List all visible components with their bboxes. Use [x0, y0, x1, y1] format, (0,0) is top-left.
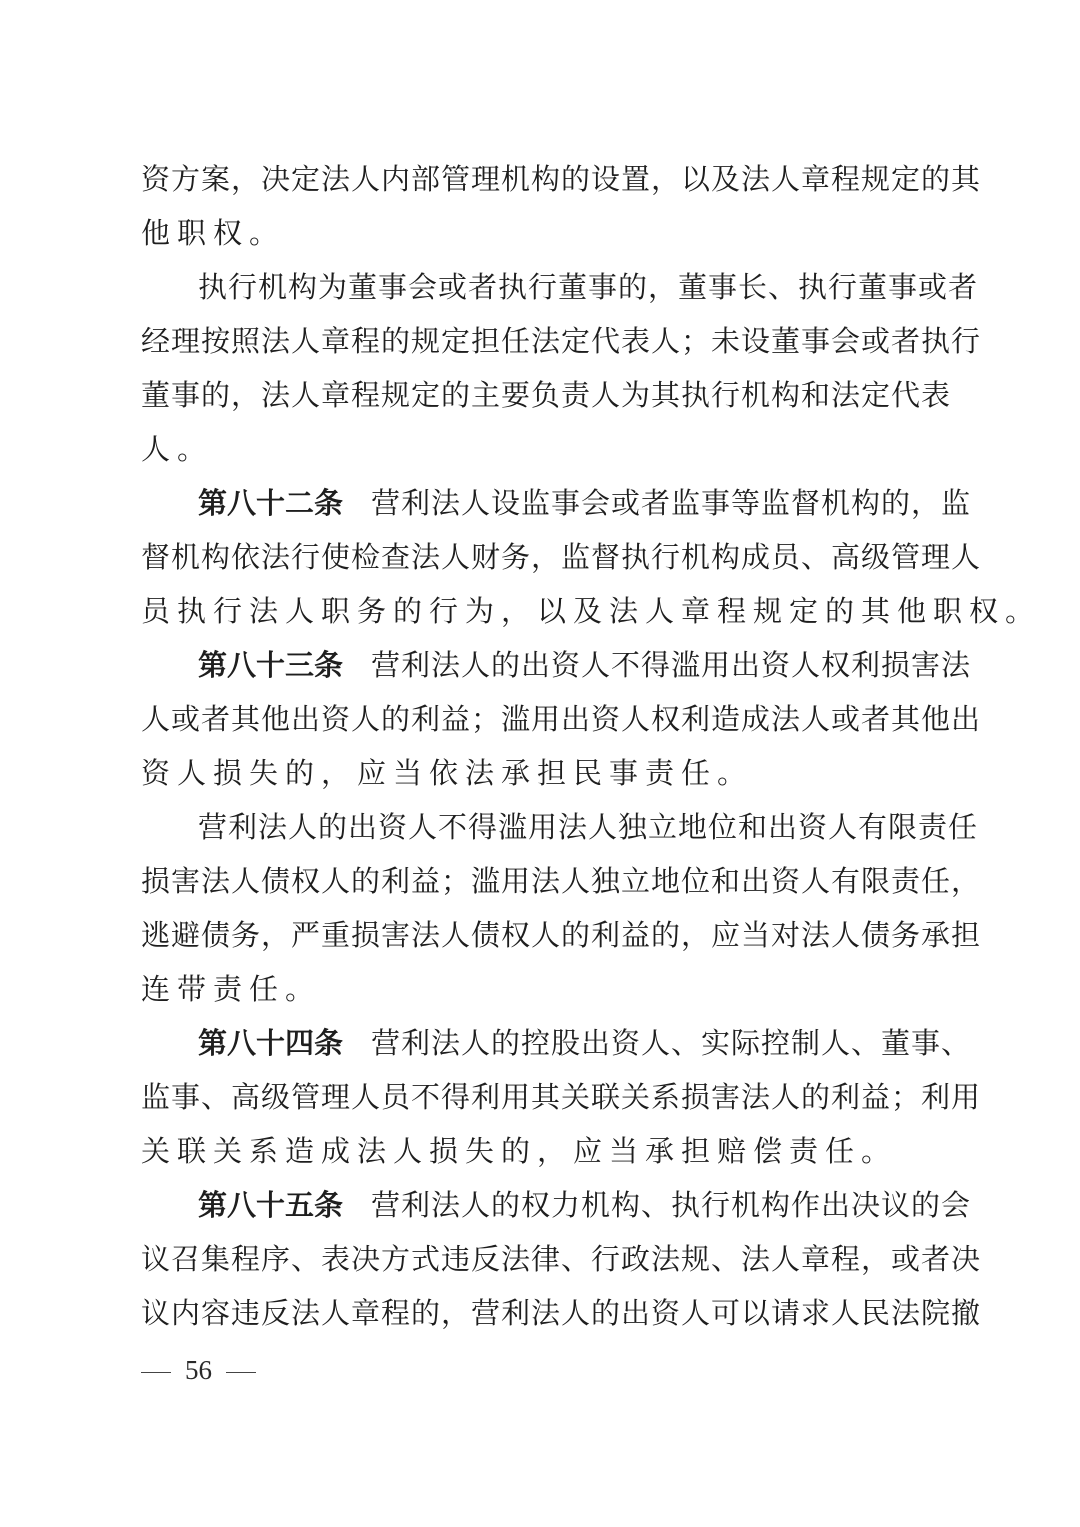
footer-dash-right	[226, 1372, 256, 1373]
article-83-first-line	[198, 638, 972, 692]
text-line: 连带责任。	[141, 972, 322, 1006]
text-line: 资人损失的，应当依法承担民事责任。	[141, 756, 754, 790]
text-line: 资方案，决定法人内部管理机构的设置，以及法人章程规定的其	[141, 162, 982, 196]
text-line: 议内容违反法人章程的，营利法人的出资人可以请求人民法院撤	[141, 1296, 982, 1330]
paragraph-first-line: 营利法人的出资人不得滥用法人独立地位和出资人有限责任	[198, 810, 979, 844]
article-text: 营利法人的权力机构、执行机构作出决议的会	[371, 1188, 972, 1222]
text-line: 督机构依法行使检查法人财务，监督执行机构成员、高级管理人	[141, 540, 982, 574]
footer-dash-left	[141, 1372, 171, 1373]
text-line: 员执行法人职务的行为，以及法人章程规定的其他职权。	[141, 594, 1042, 628]
text-line: 人。	[141, 432, 214, 466]
article-84-first-line	[198, 1016, 972, 1070]
article-text: 营利法人设监事会或者监事等监督机构的，监	[371, 486, 972, 520]
article-text: 营利法人的出资人不得滥用出资人权利损害法	[371, 648, 972, 682]
text-line: 人或者其他出资人的利益；滥用出资人权利造成法人或者其他出	[141, 702, 982, 736]
text-line: 他职权。	[141, 216, 286, 250]
article-number: 第八十三条	[198, 648, 344, 682]
text-line: 损害法人债权人的利益；滥用法人独立地位和出资人有限责任，	[141, 864, 982, 898]
article-number: 第八十四条	[198, 1026, 344, 1060]
page-footer	[141, 1350, 256, 1390]
text-line: 监事、高级管理人员不得利用其关联关系损害法人的利益；利用	[141, 1080, 982, 1114]
paragraph-first-line: 执行机构为董事会或者执行董事的，董事长、执行董事或者	[198, 270, 979, 304]
text-line: 董事的，法人章程规定的主要负责人为其执行机构和法定代表	[141, 378, 952, 412]
article-82-first-line	[198, 476, 972, 530]
text-line: 关联关系造成法人损失的，应当承担赔偿责任。	[141, 1134, 898, 1168]
text-line: 逃避债务，严重损害法人债权人的利益的，应当对法人债务承担	[141, 918, 982, 952]
article-number: 第八十五条	[198, 1188, 344, 1222]
text-line: 经理按照法人章程的规定担任法定代表人；未设董事会或者执行	[141, 324, 982, 358]
page-number: 56	[185, 1355, 212, 1385]
article-text: 营利法人的控股出资人、实际控制人、董事、	[371, 1026, 972, 1060]
article-85-first-line	[198, 1178, 972, 1232]
text-line: 议召集程序、表决方式违反法律、行政法规、法人章程，或者决	[141, 1242, 982, 1276]
article-number: 第八十二条	[198, 486, 344, 520]
